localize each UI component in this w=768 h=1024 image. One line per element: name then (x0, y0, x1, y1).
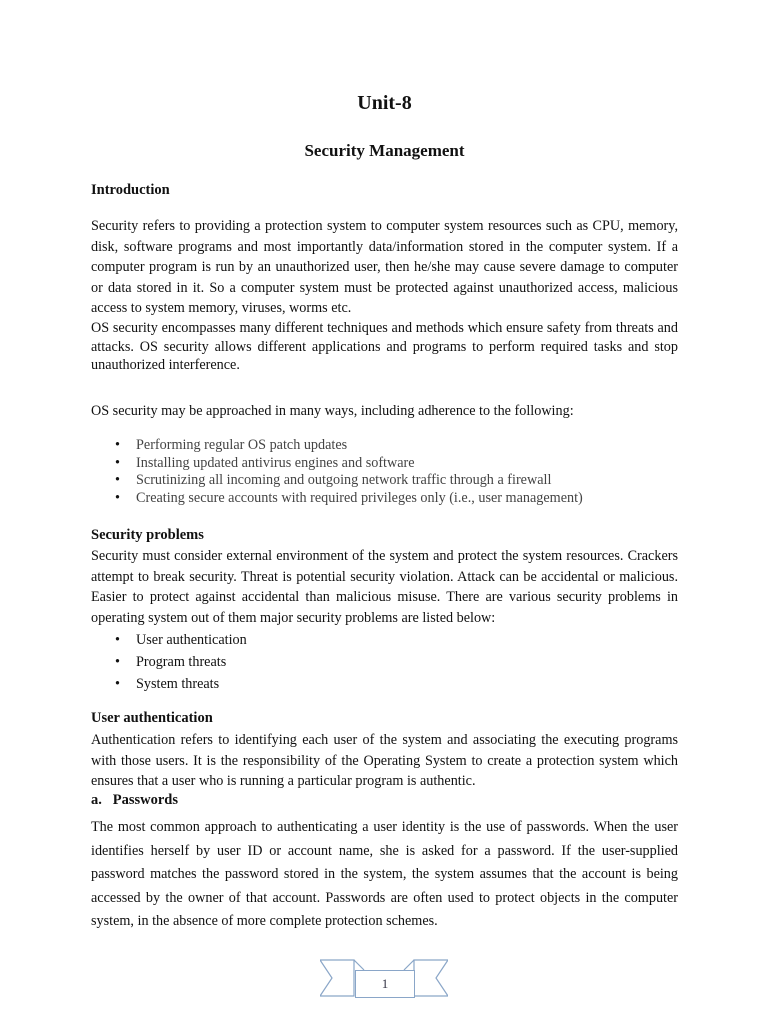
list-item: • Scrutinizing all incoming and outgoing network traffic through a firewall (91, 472, 583, 490)
os-security-list (91, 437, 583, 507)
user-authentication-heading: User authentication (91, 710, 213, 726)
introduction-paragraph-1: Security refers to providing a protection system to computer system resources such as CPU, memory, disk, software programs and most importantly data/information stored in the computer system. If a computer program is run by an unauthorized user, then he/she may cause severe damage to computer or data stored in it. So a computer system must be protected against unauthorized access, malicious access to system memory, viruses, worms etc. (91, 218, 678, 316)
page-number: 1 (355, 970, 415, 998)
list-item: • Program threats (91, 651, 247, 673)
introduction-paragraph-3: OS security may be approached in many ways, including adherence to the following: (91, 403, 574, 419)
list-item: • User authentication (91, 629, 247, 651)
list-item: • Creating secure accounts with required privileges only (i.e., user management) (91, 490, 583, 508)
list-item: • Performing regular OS patch updates (91, 437, 583, 455)
introduction-paragraph-2: OS security encompasses many different techniques and methods which ensure safety from threats and attacks. OS security allows different applications and programs to perform required tasks and stop unauthorized interference. (91, 320, 678, 373)
security-problems-heading: Security problems (91, 527, 204, 543)
passwords-paragraph: The most common approach to authenticating a user identity is the use of passwords. When the user identifies herself by user ID or account name, she is asked for a password. If the user-supplied password matches the password stored in the system, the system assumes that the account is being accessed by the owner of that account. Passwords are often used to protect objects in the computer system, in the absence of more complete protection schemes. (91, 819, 678, 929)
passwords-heading: a. Passwords (91, 792, 179, 808)
list-item: • Installing updated antivirus engines and software (91, 455, 583, 473)
list-item: • System threats (91, 673, 247, 695)
security-problems-list (91, 629, 247, 695)
user-authentication-paragraph: Authentication refers to identifying each user of the system and associating the executing programs with those users. It is the responsibility of the Operating System to create a protection system which ensures that a user who is running a particular program is authentic. (91, 732, 678, 789)
introduction-heading: Introduction (91, 182, 170, 198)
document-title: Security Management (304, 141, 465, 160)
security-problems-paragraph: Security must consider external environment of the system and protect the system resources. Crackers attempt to break security. Threat is potential security violation. Attack can be accidental or malicious. Easier to protect against accidental than malicious misuse. There are various security problems in operating system out of them major security problems are listed below: (91, 548, 678, 626)
unit-title: Unit-8 (357, 92, 412, 114)
